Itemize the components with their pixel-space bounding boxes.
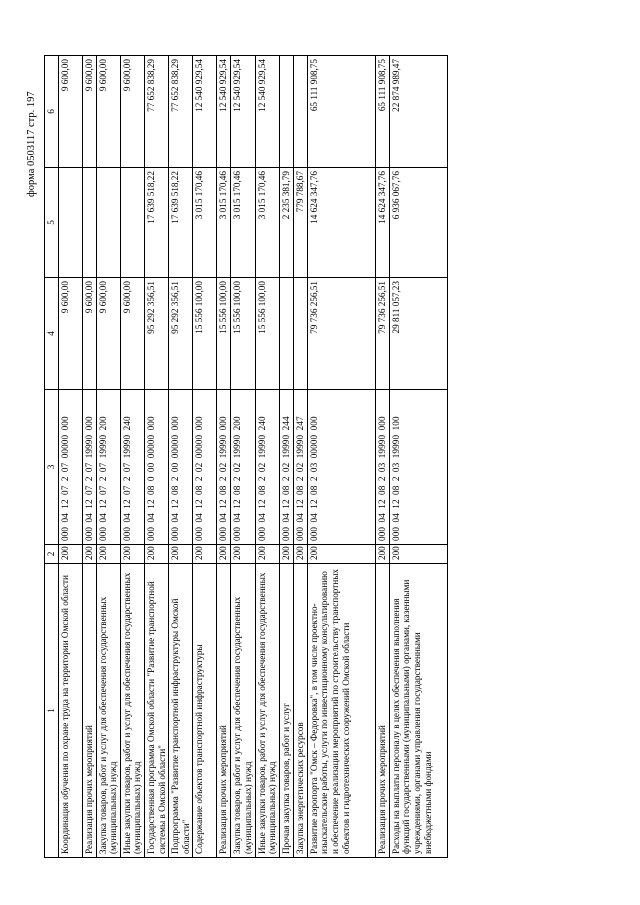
executed-amount: 14 624 347,76 xyxy=(375,168,389,278)
row-name: Государственная программа Омской области "Развитие транспортной системы в Омской области" xyxy=(144,564,168,858)
unexecuted-amount xyxy=(293,56,307,168)
row-name: Реализация прочих мероприятий xyxy=(82,564,96,858)
budget-code: 000 04 12 07 2 07 19990 200 xyxy=(96,390,120,545)
row-name: Реализация прочих мероприятий xyxy=(375,564,389,858)
approved-amount: 15 556 100,00 xyxy=(255,278,279,390)
approved-amount: 15 556 100,00 xyxy=(193,278,217,390)
budget-code: 000 04 12 07 2 07 19990 240 xyxy=(120,390,144,545)
budget-code: 000 04 12 08 2 00 00000 000 xyxy=(169,390,193,545)
budget-code: 000 04 12 07 2 07 00000 000 xyxy=(58,390,82,545)
table-row xyxy=(307,56,375,858)
row-name: Иные закупки товаров, работ и услуг для обеспечения государственных (муниципальных) нужд xyxy=(120,564,144,858)
table-row xyxy=(193,56,217,858)
table-row xyxy=(279,56,293,858)
executed-amount: 3 015 170,46 xyxy=(255,168,279,278)
row-name: Подпрограмма "Развитие транспортной инфраструктуры Омской области" xyxy=(169,564,193,858)
approved-amount: 29 811 057,23 xyxy=(389,278,447,390)
approved-amount: 79 736 256,51 xyxy=(307,278,375,390)
unexecuted-amount: 9 600,00 xyxy=(120,56,144,168)
table-row xyxy=(82,56,96,858)
executed-amount xyxy=(96,168,120,278)
budget-code: 000 04 12 07 2 07 19990 000 xyxy=(82,390,96,545)
approved-amount: 9 600,00 xyxy=(82,278,96,390)
table-row xyxy=(58,56,82,858)
budget-code: 000 04 12 08 2 02 19990 247 xyxy=(293,390,307,545)
executed-amount: 2 235 381,79 xyxy=(279,168,293,278)
unexecuted-amount: 65 111 908,75 xyxy=(307,56,375,168)
executed-amount: 17 639 518,22 xyxy=(169,168,193,278)
approved-amount: 15 556 100,00 xyxy=(231,278,255,390)
executed-amount: 17 639 518,22 xyxy=(144,168,168,278)
row-name: Закупка товаров, работ и услуг для обеспечения государственных (муниципальных) нужд xyxy=(231,564,255,858)
executed-amount xyxy=(120,168,144,278)
executed-amount xyxy=(82,168,96,278)
line-code: 200 xyxy=(217,545,231,564)
executed-amount: 3 015 170,46 xyxy=(231,168,255,278)
budget-code: 000 04 12 08 2 03 00000 000 xyxy=(307,390,375,545)
line-code: 200 xyxy=(231,545,255,564)
line-code: 200 xyxy=(82,545,96,564)
budget-code: 000 04 12 08 0 00 00000 000 xyxy=(144,390,168,545)
table-row xyxy=(293,56,307,858)
row-name: Развитие аэропорта "Омск – Федоровка", в том числе проектно-изыскательские работы, услуги по инвестиционному консультированию и обеспечение реализации мероприятий по строительству транспортных объектов и гидротехнических сооружений Омской области xyxy=(307,564,375,858)
executed-amount: 6 936 067,76 xyxy=(389,168,447,278)
unexecuted-amount: 9 600,00 xyxy=(82,56,96,168)
table-row xyxy=(375,56,389,858)
unexecuted-amount: 12 540 929,54 xyxy=(193,56,217,168)
budget-code: 000 04 12 08 2 02 19990 240 xyxy=(255,390,279,545)
line-code: 200 xyxy=(96,545,120,564)
budget-code: 000 04 12 08 2 02 19990 000 xyxy=(217,390,231,545)
approved-amount: 15 556 100,00 xyxy=(217,278,231,390)
table-row xyxy=(144,56,168,858)
line-code: 200 xyxy=(279,545,293,564)
table-row xyxy=(120,56,144,858)
approved-amount: 9 600,00 xyxy=(58,278,82,390)
table-row xyxy=(169,56,193,858)
unexecuted-amount: 65 111 908,75 xyxy=(375,56,389,168)
line-code: 200 xyxy=(389,545,447,564)
table-row xyxy=(217,56,231,858)
budget-code: 000 04 12 08 2 02 19990 200 xyxy=(231,390,255,545)
executed-amount xyxy=(58,168,82,278)
unexecuted-amount: 12 540 929,54 xyxy=(217,56,231,168)
line-code: 200 xyxy=(144,545,168,564)
approved-amount xyxy=(279,278,293,390)
budget-code: 000 04 12 08 2 03 19990 000 xyxy=(375,390,389,545)
approved-amount: 79 736 256,51 xyxy=(375,278,389,390)
line-code: 200 xyxy=(58,545,82,564)
row-name: Реализация прочих мероприятий xyxy=(217,564,231,858)
row-name: Закупка товаров, работ и услуг для обеспечения государственных (муниципальных) нужд xyxy=(96,564,120,858)
column-header: 1 xyxy=(45,564,59,858)
executed-amount: 3 015 170,46 xyxy=(217,168,231,278)
column-header: 3 xyxy=(45,390,59,545)
budget-code: 000 04 12 08 2 02 19990 244 xyxy=(279,390,293,545)
line-code: 200 xyxy=(375,545,389,564)
column-header: 2 xyxy=(45,545,59,564)
budget-code: 000 04 12 08 2 02 00000 000 xyxy=(193,390,217,545)
table-row xyxy=(96,56,120,858)
form-note: форма 0503117 стр. 197 xyxy=(26,91,37,197)
unexecuted-amount: 22 874 989,47 xyxy=(389,56,447,168)
line-code: 200 xyxy=(120,545,144,564)
column-header: 4 xyxy=(45,278,59,390)
column-header: 5 xyxy=(45,168,59,278)
approved-amount: 9 600,00 xyxy=(120,278,144,390)
unexecuted-amount: 12 540 929,54 xyxy=(255,56,279,168)
table-row xyxy=(255,56,279,858)
line-code: 200 xyxy=(169,545,193,564)
row-name: Прочая закупка товаров, работ и услуг xyxy=(279,564,293,858)
unexecuted-amount: 9 600,00 xyxy=(96,56,120,168)
line-code: 200 xyxy=(193,545,217,564)
approved-amount: 95 292 356,51 xyxy=(144,278,168,390)
line-code: 200 xyxy=(293,545,307,564)
unexecuted-amount: 77 652 838,29 xyxy=(144,56,168,168)
row-name: Координация обучения по охране труда на территории Омской области xyxy=(58,564,82,858)
budget-code: 000 04 12 08 2 03 19990 100 xyxy=(389,390,447,545)
unexecuted-amount: 9 600,00 xyxy=(58,56,82,168)
approved-amount xyxy=(293,278,307,390)
unexecuted-amount xyxy=(279,56,293,168)
line-code: 200 xyxy=(307,545,375,564)
row-name: Расходы на выплаты персоналу в целях обеспечения выполнения функций государственными (муниципальными) органами, казенными учреждениями, органами управления государственными внебюджетными фондами xyxy=(389,564,447,858)
approved-amount: 9 600,00 xyxy=(96,278,120,390)
executed-amount: 3 015 170,46 xyxy=(193,168,217,278)
approved-amount: 95 292 356,51 xyxy=(169,278,193,390)
column-header: 6 xyxy=(45,56,59,168)
row-name: Иные закупки товаров, работ и услуг для обеспечения государственных (муниципальных) нужд xyxy=(255,564,279,858)
header-row xyxy=(45,56,59,858)
line-code: 200 xyxy=(255,545,279,564)
unexecuted-amount: 12 540 929,54 xyxy=(231,56,255,168)
executed-amount: 14 624 347,76 xyxy=(307,168,375,278)
table-row xyxy=(389,56,447,858)
row-name: Закупка энергетических ресурсов xyxy=(293,564,307,858)
executed-amount: 779 788,67 xyxy=(293,168,307,278)
budget-table xyxy=(44,55,448,858)
unexecuted-amount: 77 652 838,29 xyxy=(169,56,193,168)
row-name: Содержание объектов транспортной инфраструктуры xyxy=(193,564,217,858)
table-row xyxy=(231,56,255,858)
